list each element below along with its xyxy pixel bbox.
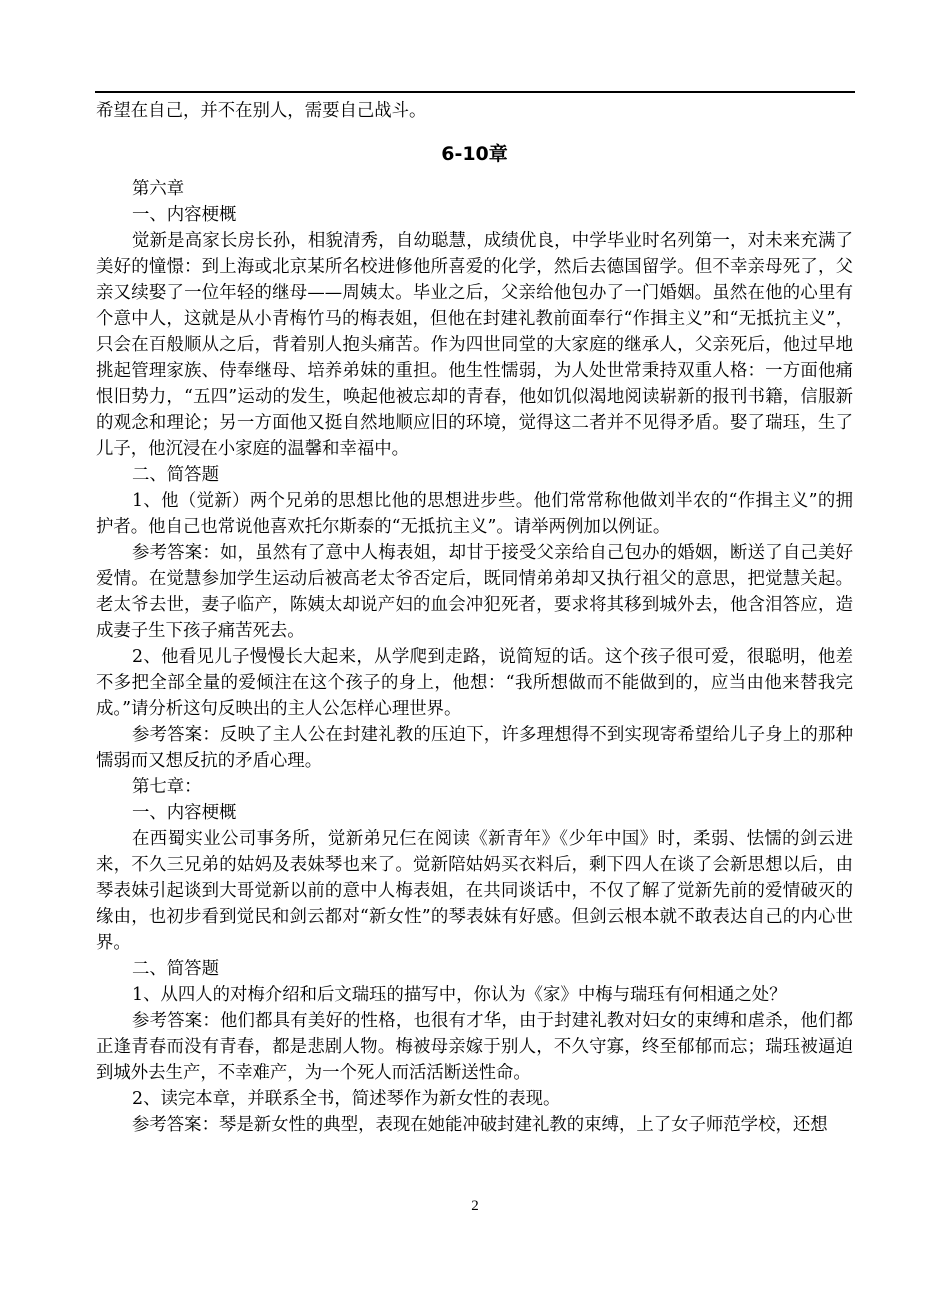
header-rule [95,91,855,93]
answer-paragraph: 参考答案：如，虽然有了意中人梅表姐，却甘于接受父亲给自己包办的婚姻，断送了自己美好爱情。在觉慧参加学生运动后被高老太爷否定后，既同情弟弟却又执行祖父的意思，把觉慧关起。老太爷去世，妻子临产，陈姨太却说产妇的血会冲犯死者，要求将其移到城外去，他含泪答应，造成妻子生下孩子痛苦死去。 [96,543,853,641]
summary-heading: 一、内容梗概 [132,205,237,225]
summary-paragraph: 觉新是高家长房长孙，相貌清秀，自幼聪慧，成绩优良，中学毕业时名列第一，对未来充满了美好的憧憬：到上海或北京某所名校进修他所喜爱的化学，然后去德国留学。但不幸亲母死了，父亲又续娶了一位年轻的继母——周姨太。毕业之后，父亲给他包办了一门婚姻。虽然在他的心里有个意中人，这就是从小青梅竹马的梅表姐，但他在封建礼教前面奉行“作揖主义”和“无抵抗主义”，只会在百般顺从之后，背着别人抱头痛苦。作为四世同堂的大家庭的继承人，父亲死后，他过早地挑起管理家族、侍奉继母、培养弟妹的重担。他生性懦弱，为人处世常秉持双重人格：一方面他痛恨旧势力，“五四”运动的发生，唤起他被忘却的青春，他如饥似渴地阅读崭新的报刊书籍，信服新的观念和理论；另一方面他又挺自然地顺应旧的环境，觉得这二者并不见得矛盾。娶了瑞珏，生了儿子，他沉浸在小家庭的温馨和幸福中。 [96,231,853,459]
section-title: 6-10章 [441,143,508,165]
question-paragraph: 1、他（觉新）两个兄弟的思想比他的思想进步些。他们常常称他做刘半农的“作揖主义”的拥护者。他自己也常说他喜欢托尔斯泰的“无抵抗主义”。请举两例加以例证。 [96,491,853,537]
question-paragraph: 1、从四人的对梅介绍和后文瑞珏的描写中，你认为《家》中梅与瑞珏有何相通之处？ [132,985,787,1005]
chapter-7-heading: 第七章： [132,777,202,797]
opening-line: 希望在自己，并不在别人，需要自己战斗。 [96,101,427,121]
page-number: 2 [471,1198,479,1214]
chapter-6-heading: 第六章 [132,179,185,199]
answer-paragraph: 参考答案：反映了主人公在封建礼教的压迫下，许多理想得不到实现寄希望给儿子身上的那种懦弱而又想反抗的矛盾心理。 [96,725,853,771]
question-paragraph: 2、读完本章，并联系全书，简述琴作为新女性的表现。 [132,1089,561,1109]
page-body [96,98,853,1138]
questions-heading: 二、简答题 [132,959,219,979]
summary-paragraph: 在西蜀实业公司事务所，觉新弟兄仨在阅读《新青年》《少年中国》时，柔弱、怯懦的剑云进来，不久三兄弟的姑妈及表妹琴也来了。觉新陪姑妈买衣料后，剩下四人在谈了会新思想以后，由琴表妹引起谈到大哥觉新以前的意中人梅表姐，在共同谈话中，不仅了解了觉新先前的爱情破灭的缘由，也初步看到觉民和剑云都对“新女性”的琴表妹有好感。但剑云根本就不敢表达自己的内心世界。 [96,829,853,953]
summary-heading: 一、内容梗概 [132,803,237,823]
answer-paragraph: 参考答案：他们都具有美好的性格，也很有才华，由于封建礼教对妇女的束缚和虐杀，他们都正逢青春而没有青春，都是悲剧人物。梅被母亲嫁于别人，不久守寡，终至郁郁而忘；瑞珏被逼迫到城外去生产，不幸难产，为一个死人而活活断送性命。 [96,1011,853,1083]
question-paragraph: 2、他看见儿子慢慢长大起来，从学爬到走路，说简短的话。这个孩子很可爱，很聪明，他差不多把全部全量的爱倾注在这个孩子的身上，他想：“我所想做而不能做到的，应当由他来替我完成。”请分析这句反映出的主人公怎样心理世界。 [96,647,853,719]
answer-paragraph: 参考答案：琴是新女性的典型，表现在她能冲破封建礼教的束缚，上了女子师范学校，还想 [132,1115,828,1135]
questions-heading: 二、简答题 [132,465,219,485]
